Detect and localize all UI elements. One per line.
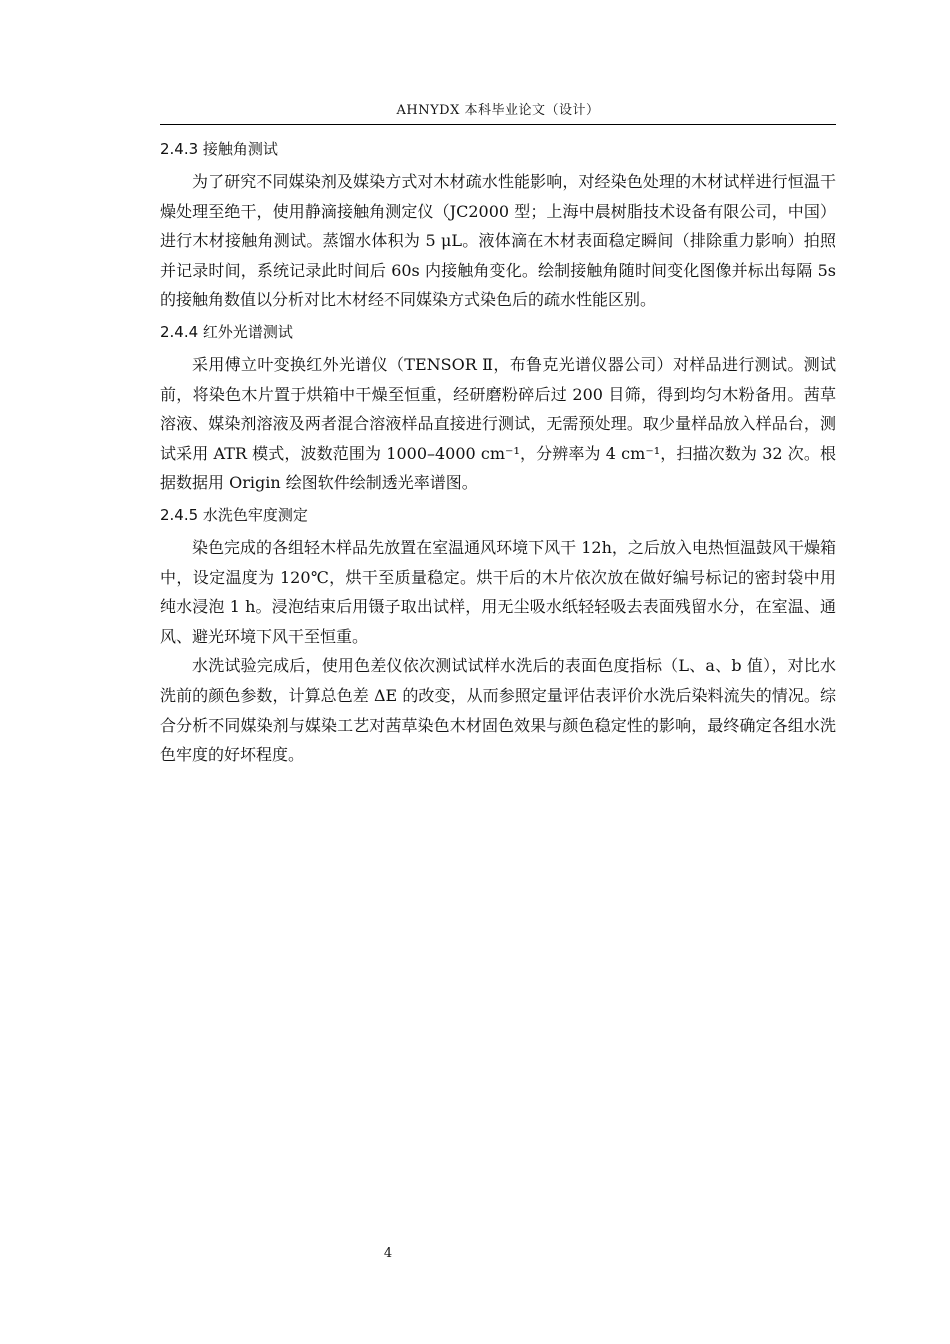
- section-heading: 2.4.3 接触角测试: [160, 140, 278, 158]
- body-paragraph: 为了研究不同媒染剂及媒染方式对木材疏水性能影响，对经染色处理的木材试样进行恒温干燥处理至绝干，使用静滴接触角测定仪（JC2000 型；上海中晨树脂技术设备有限公司，中国）进行木材接触角测试。蒸馏水体积为 5 μL。液体滴在木材表面稳定瞬间（排除重力影响）拍照并记录时间，系统记录此时间后 60s 内接触角变化。绘制接触角随时间变化图像并标出每隔 5s 的接触角数值以分析对比木材经不同媒染方式染色后的疏水性能区别。: [160, 172, 836, 310]
- running-header: AHNYDX 本科毕业论文（设计）: [396, 103, 600, 118]
- section-infrared-spectrum: [160, 315, 836, 498]
- section-wash-fastness: [160, 498, 836, 770]
- page-number: 4: [383, 1246, 393, 1261]
- section-heading: 2.4.4 红外光谱测试: [160, 322, 293, 341]
- section-contact-angle: [160, 132, 836, 315]
- header-rule: [160, 124, 836, 125]
- body-paragraph: 水洗试验完成后，使用色差仪依次测试试样水洗后的表面色度指标（L、a、b 值），对比水洗前的颜色参数，计算总色差 ΔE 的改变，从而参照定量评估表评价水洗后染料流失的情况。综合分析不同媒染剂与媒染工艺对茜草染色木材固色效果与颜色稳定性的影响，最终确定各组水洗色牢度的好坏程度。: [160, 656, 836, 765]
- body-paragraph: 染色完成的各组轻木样品先放置在室温通风环境下风干 12h，之后放入电热恒温鼓风干燥箱中，设定温度为 120℃，烘干至质量稳定。烘干后的木片依次放在做好编号标记的密封袋中用纯水浸泡 1 h。浸泡结束后用镊子取出试样，用无尘吸水纸轻轻吸去表面残留水分，在室温、通风、避光环境下风干至恒重。: [160, 537, 836, 646]
- page-body: [160, 132, 836, 770]
- body-paragraph: 采用傅立叶变换红外光谱仪（TENSOR Ⅱ，布鲁克光谱仪器公司）对样品进行测试。测试前，将染色木片置于烘箱中干燥至恒重，经研磨粉碎后过 200 目筛，得到均匀木粉备用。茜草溶液、媒染剂溶液及两者混合溶液样品直接进行测试，无需预处理。取少量样品放入样品台，测试采用 ATR 模式，波数范围为 1000–4000 cm⁻¹，分辨率为 4 cm⁻¹，扫描次数为 32 次。根据数据用 Origin 绘图软件绘制透光率谱图。: [160, 354, 836, 493]
- section-heading: 2.4.5 水洗色牢度测定: [160, 505, 308, 524]
